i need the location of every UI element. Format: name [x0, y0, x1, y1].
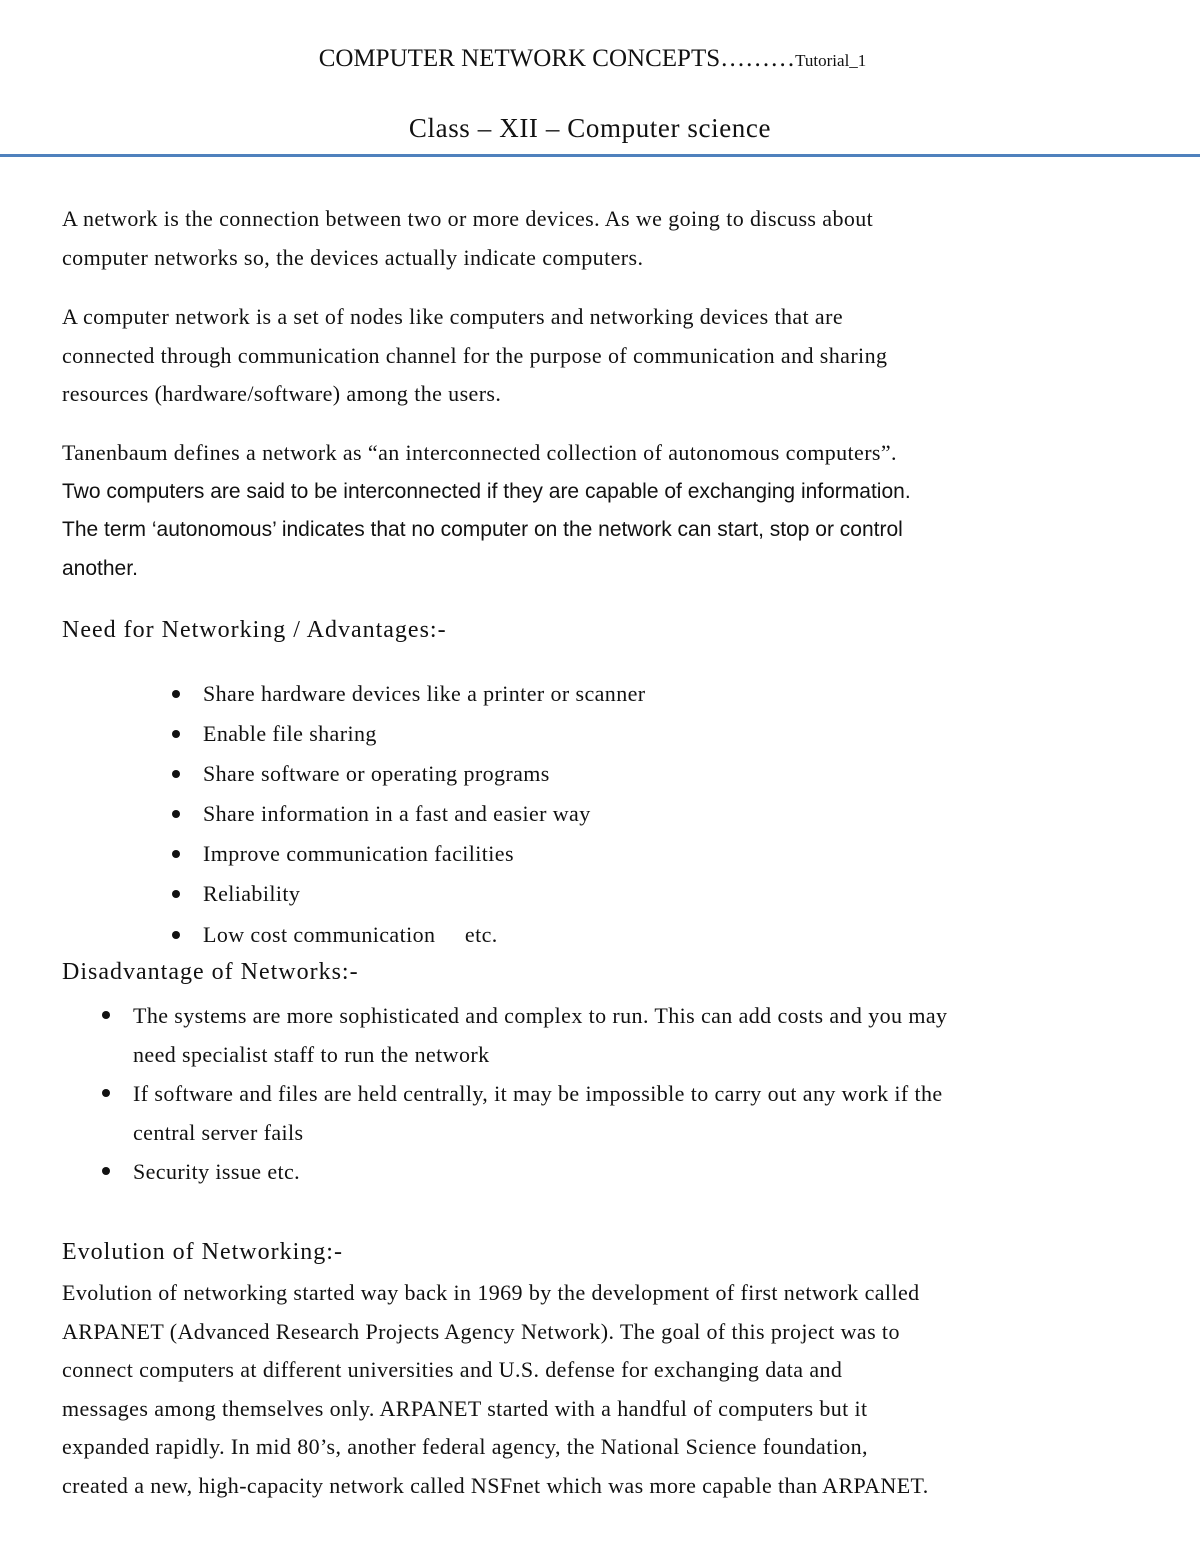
- evolution-line-1: Evolution of networking started way back in 1969 by the development of first network called: [62, 1280, 920, 1305]
- intro-paragraph-3-line-1: [62, 434, 911, 473]
- bullet-icon: [102, 1167, 110, 1175]
- intro-paragraph-2: [62, 298, 887, 414]
- intro-paragraph-1-line-1: A network is the connection between two or more devices. As we going to discuss about: [62, 206, 874, 231]
- list-item-text: Low cost communication etc.: [203, 921, 498, 947]
- list-item-text: Share software or operating programs: [203, 761, 550, 787]
- list-item-line-2: central server fails: [133, 1120, 304, 1145]
- bullet-icon: [172, 730, 180, 738]
- page-subtitle: Class – XII – Computer science: [408, 113, 772, 143]
- list-item: [133, 1074, 947, 1152]
- list-item: [203, 674, 646, 714]
- bullet-icon: [172, 850, 180, 858]
- intro-paragraph-3-line-4: another.: [62, 556, 138, 580]
- list-item: [203, 874, 646, 914]
- advantages-list: [203, 674, 646, 955]
- list-item-text: Share information in a fast and easier way: [203, 801, 591, 827]
- list-item: [203, 834, 646, 874]
- list-item-line-2: need specialist staff to run the network: [133, 1042, 490, 1067]
- intro-paragraph-1-line-2: computer networks so, the devices actually indicate computers.: [62, 244, 644, 270]
- intro-paragraph-2-line-1: A computer network is a set of nodes like computers and networking devices that are: [62, 304, 843, 329]
- list-item: [203, 915, 646, 955]
- evolution-line-4: messages among themselves only. ARPANET started with a handful of computers but it: [62, 1395, 868, 1421]
- evolution-paragraph: [62, 1274, 929, 1505]
- intro-paragraph-3-line-1-text: Tanenbaum defines a network as “an interconnected collection of autonomous computers”.: [62, 440, 897, 465]
- bullet-icon: [102, 1011, 110, 1019]
- evolution-heading: Evolution of Networking:-: [62, 1239, 343, 1265]
- list-item-text: Improve communication facilities: [203, 841, 514, 867]
- intro-paragraph-3-line-2: Two computers are said to be interconnected if they are capable of exchanging information.: [62, 479, 911, 503]
- list-item-text: Reliability: [203, 881, 301, 907]
- list-item: [133, 1152, 947, 1191]
- header-divider: [0, 154, 1200, 157]
- page-title-text: COMPUTER NETWORK CONCEPTS………: [318, 45, 796, 72]
- intro-paragraph-2-line-2: connected through communication channel for the purpose of communication and sharing: [62, 342, 888, 368]
- list-item-line-1: Security issue etc.: [133, 1159, 301, 1184]
- advantages-heading: Need for Networking / Advantages:-: [62, 617, 447, 643]
- list-item-text: Share hardware devices like a printer or scanner: [203, 681, 646, 706]
- intro-paragraph-3-line-3: The term ‘autonomous’ indicates that no computer on the network can start, stop or control: [62, 518, 903, 541]
- bullet-icon: [172, 690, 180, 698]
- disadvantages-heading: Disadvantage of Networks:-: [62, 959, 359, 985]
- list-item-line-1: The systems are more sophisticated and complex to run. This can add costs and you may: [133, 1003, 948, 1028]
- intro-paragraph-3: [62, 434, 911, 588]
- list-item: [133, 996, 947, 1074]
- bullet-icon: [102, 1089, 110, 1097]
- list-item-text: Enable file sharing: [203, 721, 377, 747]
- list-item: [203, 754, 646, 794]
- intro-paragraph-2-line-3: resources (hardware/software) among the users.: [62, 381, 502, 406]
- list-item-line-1: If software and files are held centrally, it may be impossible to carry out any work if the: [133, 1081, 943, 1106]
- list-item: [203, 794, 646, 834]
- evolution-line-5: expanded rapidly. In mid 80’s, another federal agency, the National Science foundation,: [62, 1434, 868, 1459]
- bullet-icon: [172, 890, 180, 898]
- bullet-icon: [172, 770, 180, 778]
- evolution-line-3: connect computers at different universities and U.S. defense for exchanging data and: [62, 1357, 843, 1382]
- intro-paragraph-1: [62, 200, 873, 277]
- list-item: [203, 714, 646, 754]
- bullet-icon: [172, 810, 180, 818]
- page-title-suffix: Tutorial_1: [795, 51, 867, 70]
- evolution-line-6: created a new, high-capacity network called NSFnet which was more capable than ARPANET.: [62, 1472, 929, 1498]
- page-title: [0, 42, 1185, 78]
- bullet-icon: [172, 931, 180, 939]
- disadvantages-list: [133, 996, 947, 1191]
- evolution-line-2: ARPANET (Advanced Research Projects Agency Network). The goal of this project was to: [62, 1318, 900, 1344]
